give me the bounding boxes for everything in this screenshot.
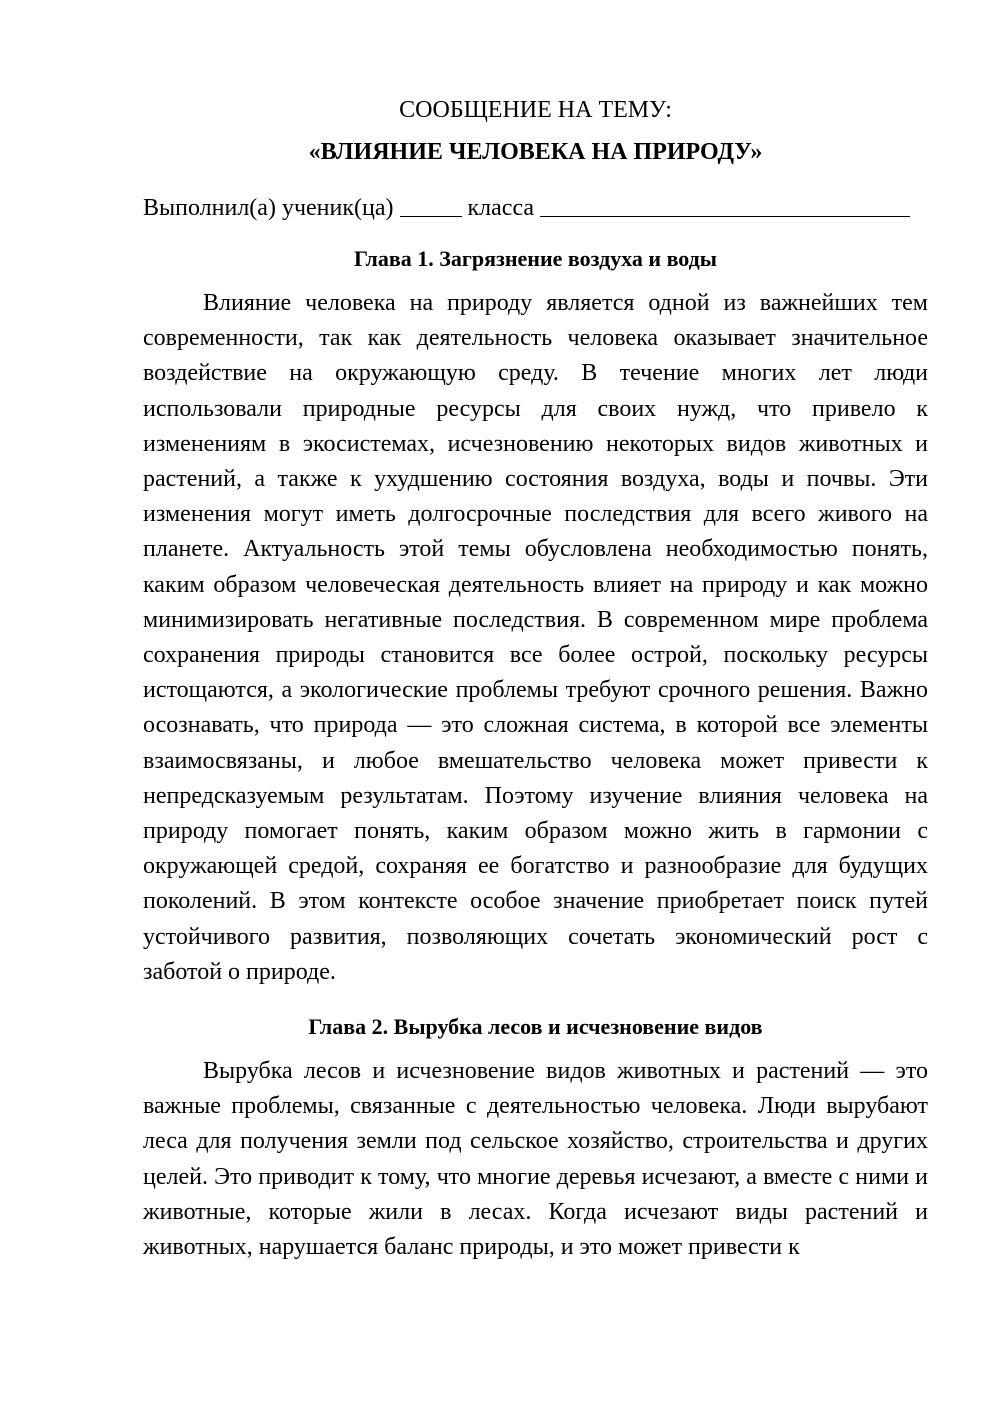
chapter-1-heading: Глава 1. Загрязнение воздуха и воды [354,246,717,271]
chapter-1-paragraph: Влияние человека на природу является одной из важнейших тем современности, так как деятельность человека оказывает значительное воздействие на окружающую среду. В течение многих лет люди использовали природные ресурсы для своих нужд, что привело к изменениям в экосистемах, исчезновению некоторых видов животных и растений, а также к ухудшению состояния воздуха, воды и почвы. Эти изменения могут иметь долгосрочные последствия для всего живого на планете. Актуальность этой темы обусловлена необходимостью понять, каким образом человеческая деятельность влияет на природу и как можно минимизировать негативные последствия. В современном мире проблема сохранения природы становится все более острой, поскольку ресурсы истощаются, а экологические проблемы требуют срочного решения. Важно осознавать, что природа — это сложная система, в которой все элементы взаимосвязаны, и любое вмешательство человека может привести к непредсказуемым результатам. Поэтому изучение влияния человека на природу помогает понять, каким образом можно жить в гармонии с окружающей средой, сохраняя ее богатство и разнообразие для будущих поколений. В этом контексте особое значение приобретает поиск путей устойчивого развития, позволяющих сочетать экономический рост с заботой о природе. [143,290,928,985]
document-title-line-2: «ВЛИЯНИЕ ЧЕЛОВЕКА НА ПРИРОДУ» [308,139,763,165]
author-class-label: класса [467,195,535,221]
student-name-blank [540,194,910,217]
chapter-2-paragraph: Вырубка лесов и исчезновение видов животных и растений — это важные проблемы, связанные с деятельностью человека. Люди вырубают леса для получения земли под сельское хозяйство, строительства и других целей. Это приводит к тому, что многие деревья исчезают, а вместе с ними и животные, которые жили в лесах. Когда исчезают виды растений и животных, нарушается баланс природы, и это может привести к [143,1058,928,1261]
author-line [143,190,928,226]
chapter-2-heading: Глава 2. Вырубка лесов и исчезновение видов [308,1014,763,1040]
document-title-line-1: СООБЩЕНИЕ НА ТЕМУ: [399,97,672,123]
author-performed-label: Выполнил(а) ученик(ца) [143,195,394,221]
class-number-blank [400,194,462,217]
document-page [143,92,928,1392]
